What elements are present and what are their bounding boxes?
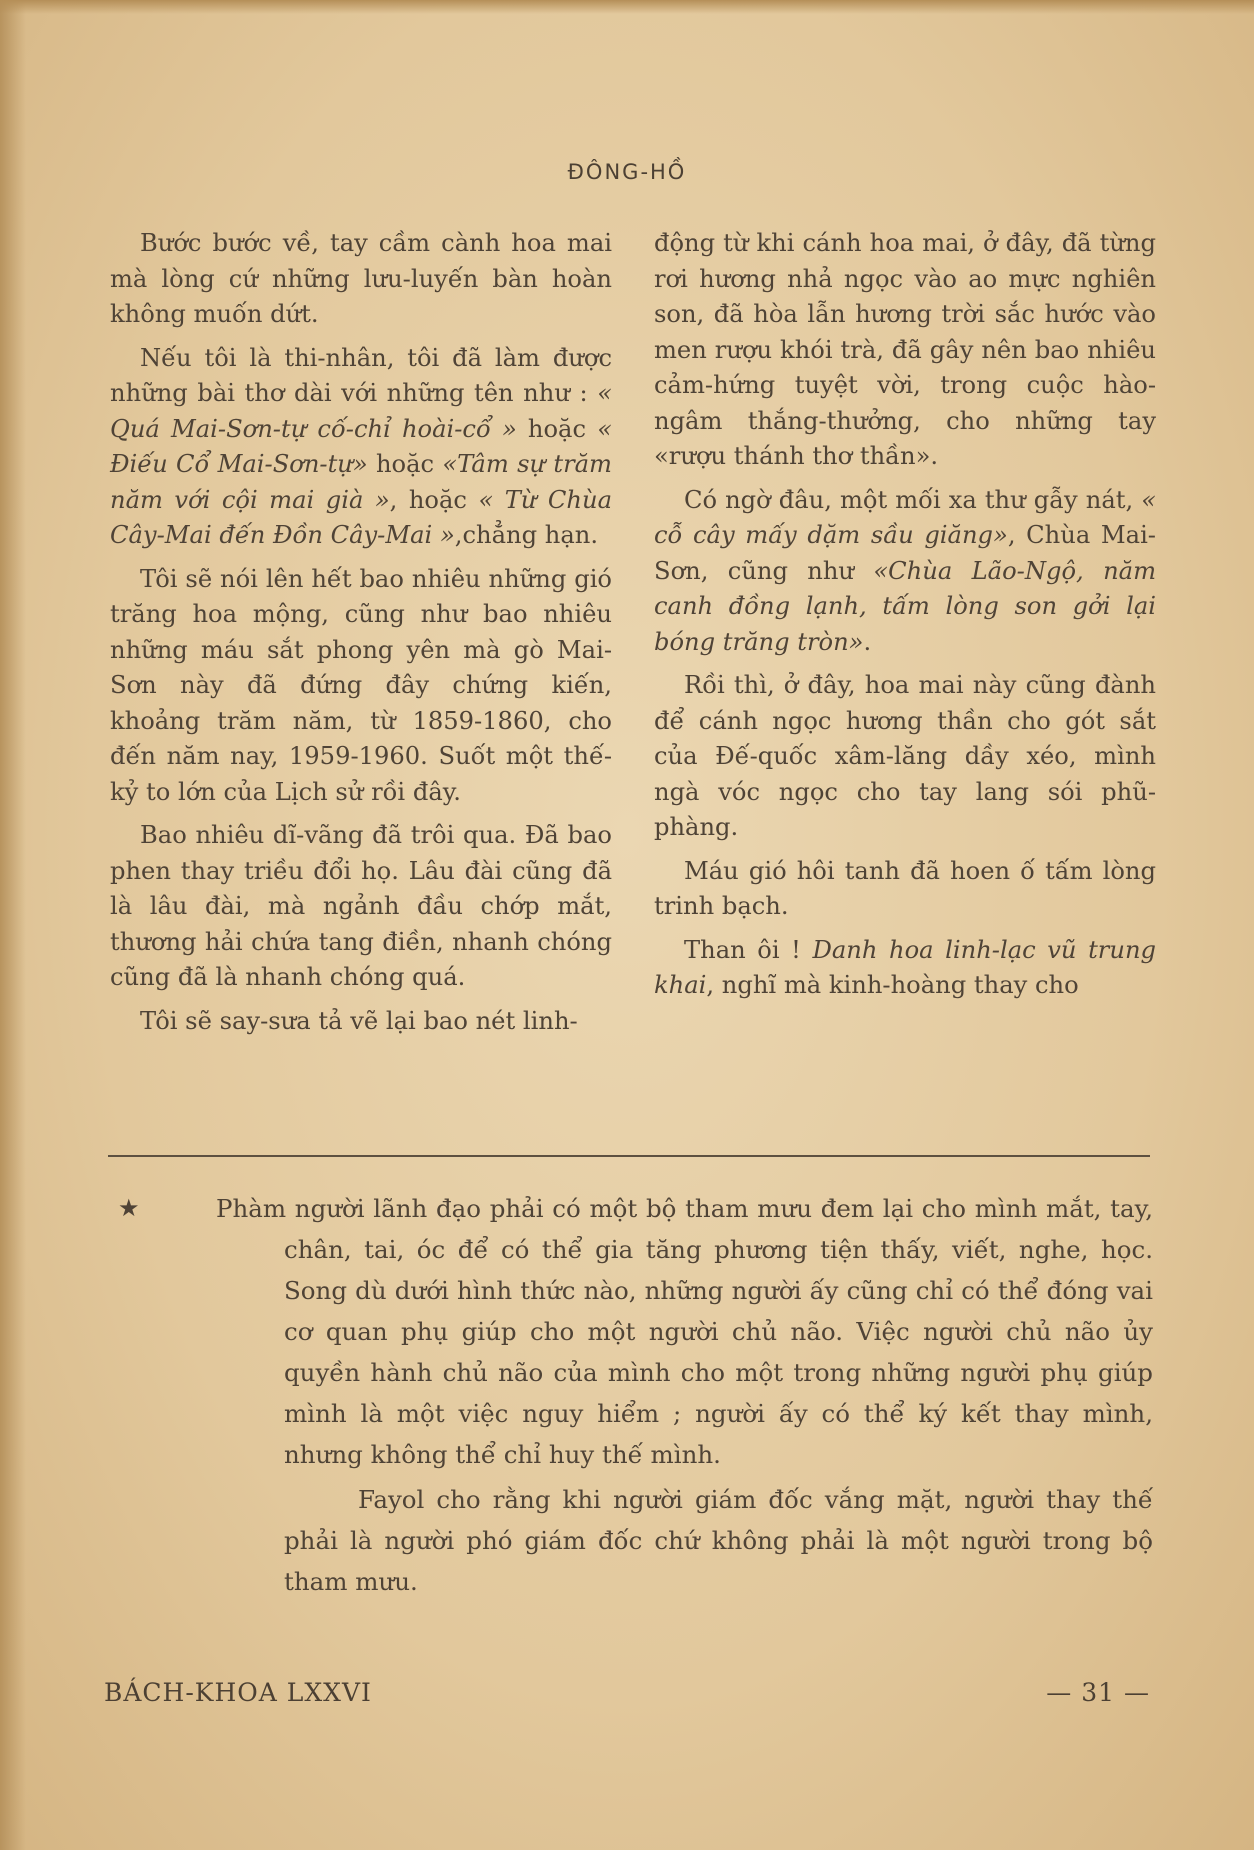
text-run: Nếu tôi là thi-nhân, tôi đã làm được những bài thơ dài với những tên như : [110,343,612,407]
page-footer [104,1678,1150,1707]
article-columns [110,226,1156,1047]
text-run: ,chẳng hạn. [454,521,599,549]
text-run: động từ khi cánh hoa mai, ở đây, đã từng rơi hương nhả ngọc vào ao mực nghiên son, đã hòa lẫn hương trời sắc hước vào men rượu khói trà, đã gây nên bao nhiêu cảm-hứng tuyệt vời, trong cuộc hào-ngâm thắng-thưởng, cho những tay «rượu thánh thơ thần». [654,229,1156,470]
note-paragraph-1: Phàm người lãnh đạo phải có một bộ tham mưu đem lại cho mình mắt, tay, chân, tai, óc để có thể gia tăng phương tiện thấy, viết, nghe, học. Song dù dưới hình thức nào, những người ấy cũng chỉ có thể đóng vai cơ quan phụ giúp cho một người chủ não. Việc người chủ não ủy quyền hành chủ não của mình cho một trong những người phụ giúp mình là một việc nguy hiểm ; người ấy có thể ký kết thay mình, nhưng không thể chỉ huy thế mình. [216,1194,1153,1469]
italic-text: « cỗ cây mấy dặm sầu giăng» [654,485,1156,549]
right-column-paragraph [654,226,1156,475]
note-paragraph-2: Fayol cho rằng khi người giám đốc vắng mặt, người thay thế phải là người phó giám đốc chứ không phải là một người trong bộ tham mưu. [284,1485,1153,1596]
text-run: Bước bước về, tay cầm cành hoa mai mà lòng cứ những lưu-luyến bàn hoàn không muốn dứt. [110,229,612,328]
text-run: hoặc [516,414,598,443]
text-run: Tôi sẽ say-sưa tả vẽ lại bao nét linh- [140,1006,578,1035]
left-column-paragraph [110,341,612,554]
text-run: Có ngờ đâu, một mối xa thư gẫy nát, [684,485,1142,514]
text-run: Máu gió hôi tanh đã hoen ố tấm lòng trinh bạch. [654,856,1156,920]
sidebar-note [118,1188,1153,1602]
italic-text: «Tâm sự trăm năm với cội mai già » [110,450,612,514]
italic-text: « Quá Mai-Sơn-tự cố-chỉ hoài-cổ » [110,379,612,443]
text-run: Than ôi ! [684,935,813,964]
right-column-paragraph [654,933,1156,1004]
left-column-paragraph [110,226,612,333]
italic-text: « Điếu Cổ Mai-Sơn-tự» [110,414,612,478]
right-column-paragraph [654,854,1156,925]
separator-rule [108,1155,1150,1157]
text-run: , Chùa Mai-Sơn, cũng như [654,521,1156,585]
italic-text: «Chùa Lão-Ngộ, năm canh đồng lạnh, tấm lòng son gởi lại bóng trăng tròn» [654,556,1157,656]
text-run: hoặc [367,450,443,478]
text-run: Rồi thì, ở đây, hoa mai này cũng đành để cánh ngọc hương thần cho gót sắt của Đế-quốc xâm-lăng dầy xéo, mình ngà vóc ngọc cho tay lang sói phũ-phàng. [654,671,1156,841]
left-column-paragraph [110,818,612,996]
left-column-paragraph [110,562,612,811]
page-number: — 31 — [1046,1678,1150,1707]
text-run: Bao nhiêu dĩ-vãng đã trôi qua. Đã bao phen thay triều đổi họ. Lâu đài cũng đã là lâu đài, mà ngảnh đầu chớp mắt, thương hải chứa tang điền, nhanh chóng cũng đã là nhanh chóng quá. [110,821,612,991]
text-run: . [863,627,872,656]
left-column-paragraph [110,1004,612,1040]
right-column [654,226,1156,1047]
text-run: Tôi sẽ nói lên hết bao nhiêu những gió trăng hoa mộng, cũng như bao nhiêu những máu sắt phong yên mà gò Mai-Sơn này đã đứng đây chứng kiến, khoảng trăm năm, từ 1859-1860, cho đến năm nay, 1959-1960. Suốt một thế-kỷ to lớn của Lịch sử rồi đây. [110,564,612,806]
running-head: ĐÔNG-HỒ [567,160,687,184]
star-icon: ★ [118,1194,140,1222]
note-body [216,1188,1153,1602]
right-column-paragraph [654,668,1156,846]
right-column-paragraph [654,483,1156,661]
left-column [110,226,612,1047]
text-run: , hoặc [389,485,479,514]
text-run: , nghĩ mà kinh-hoàng thay cho [706,971,1079,999]
italic-text: « Từ Chùa Cây-Mai đến Đồn Cây-Mai » [110,485,612,549]
magazine-name: BÁCH-KHOA LXXVI [104,1678,372,1707]
italic-text: Danh hoa linh-lạc vũ trung khai [654,935,1157,999]
